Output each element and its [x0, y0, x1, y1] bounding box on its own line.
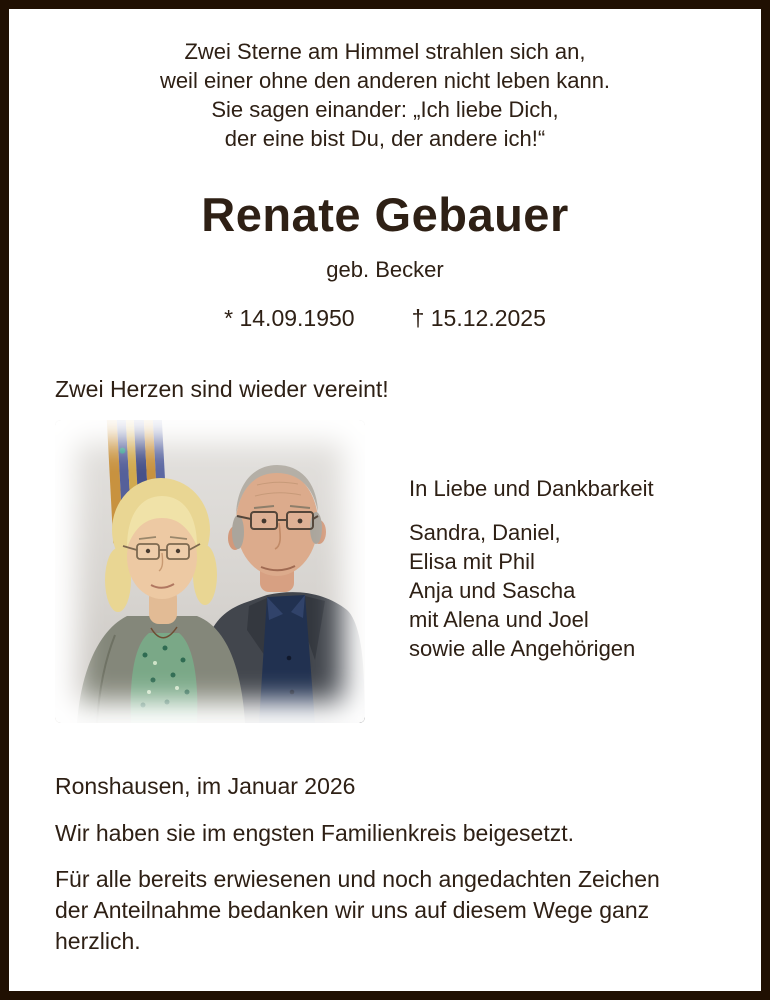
- place-date: Ronshausen, im Januar 2026: [55, 773, 356, 799]
- photo-and-tribute-row: [55, 420, 715, 723]
- poem-line: Zwei Sterne am Himmel strahlen sich an,: [184, 39, 586, 64]
- memorial-photo: [55, 420, 365, 723]
- thanks-line: herzlich.: [55, 928, 141, 954]
- poem-line: weil einer ohne den anderen nicht leben kann.: [159, 68, 611, 93]
- mourner-line: Elisa mit Phil: [409, 549, 535, 574]
- maiden-name: geb. Becker: [326, 257, 444, 282]
- life-dates: [55, 304, 715, 333]
- intro-line: Zwei Herzen sind wieder vereint!: [55, 376, 389, 402]
- thanks-note: [55, 864, 715, 957]
- poem-line: Sie sagen einander: „Ich liebe Dich,: [211, 97, 559, 122]
- memorial-poem: [55, 37, 715, 153]
- thanks-line: der Anteilnahme bedanken wir uns auf diesem Wege ganz: [55, 897, 650, 923]
- deceased-name: Renate Gebauer: [201, 188, 569, 241]
- mourner-line: Anja und Sascha: [409, 578, 576, 603]
- couple-portrait-illustration: [55, 420, 365, 723]
- mourner-line: Sandra, Daniel,: [409, 520, 561, 545]
- birth-date: * 14.09.1950: [224, 305, 355, 331]
- death-date: † 15.12.2025: [411, 305, 546, 331]
- burial-note: Wir haben sie im engsten Familienkreis beigesetzt.: [55, 820, 575, 846]
- tribute-heading: In Liebe und Dankbarkeit: [409, 476, 654, 501]
- poem-line: der eine bist Du, der andere ich!“: [224, 126, 546, 151]
- mourner-line: mit Alena und Joel: [409, 607, 589, 632]
- mourner-line: sowie alle Angehörigen: [409, 636, 636, 661]
- tribute-block: [409, 420, 654, 663]
- thanks-line: Für alle bereits erwiesenen und noch angedachten Zeichen: [55, 866, 660, 892]
- mourners-list: [409, 518, 654, 663]
